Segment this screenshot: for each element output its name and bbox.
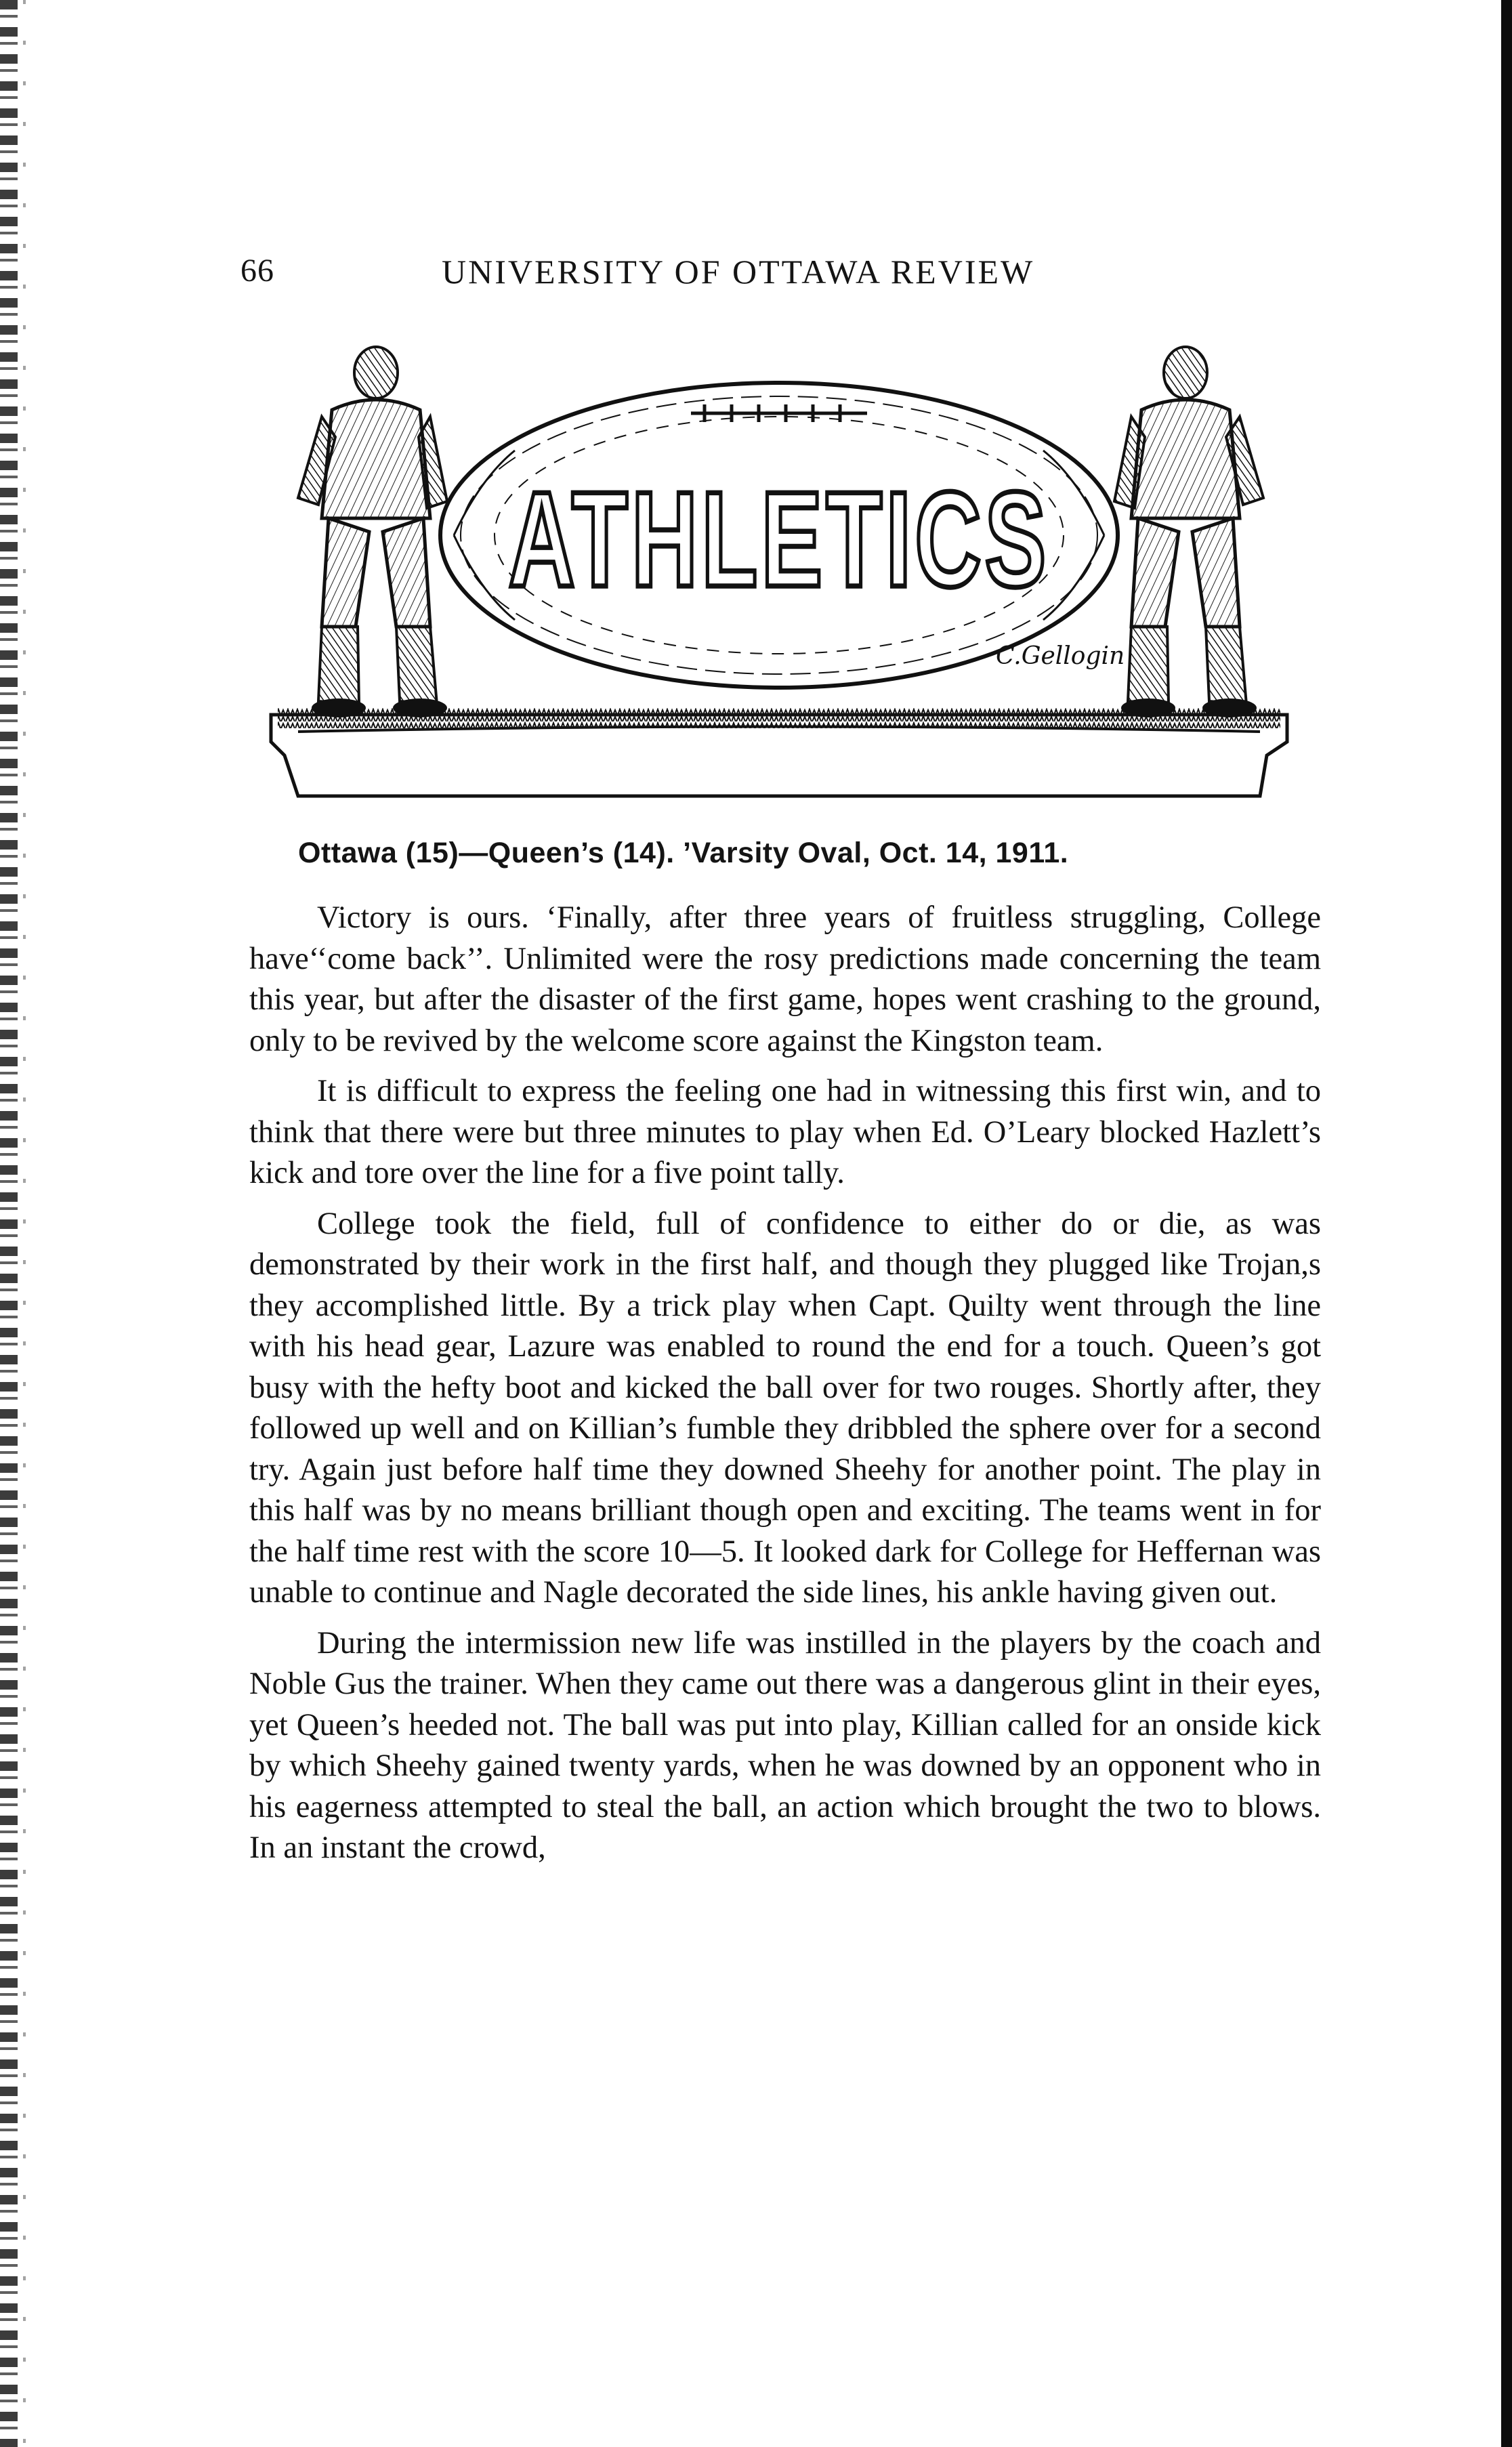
paragraph: It is difficult to express the feeling one had in witnessing this first win, and to think that there were but three minutes to play when Ed. O’Leary blocked Hazlett’s kick and tore over the line for a five point tally. bbox=[249, 1074, 1321, 1190]
paragraph: During the intermission new life was instilled in the players by the coach and Noble Gus the trainer. When they came out there was a dangerous glint in their eyes, yet Queen’s heeded not. The ball was put into play, Killian called for an onside kick by which Sheehy gained twenty yards, when he was downed by an opponent who in his eagerness attempted to steal the ball, an action which brought the two to blows. In an instant the crowd, bbox=[249, 1625, 1321, 1865]
page-number: 66 bbox=[240, 253, 274, 289]
article-title: Ottawa (15)—Queen’s (14). ’Varsity Oval, Oct. 14, 1911. bbox=[298, 837, 1069, 869]
page-header bbox=[240, 252, 1297, 299]
paragraph: College took the field, full of confidence to either do or die, as was demonstrated by their work in the first half, and though they plugged like Trojan,s they accomplished little. By a trick play when Capt. Quilty went through the line with his head gear, Lazure was enabled to round the end for a touch. Queen’s got busy with the hefty boot and kicked the ball over for two rouges. Shortly after, they followed up well and on Killian’s fumble they dribbled the sphere over for a second try. Again just before half time they downed Sheehy for another point. The play in this half was by no means brilliant though open and exciting. The teams went in for the half time rest with the score 10—5. It looked dark for College for Heffernan was unable to continue and Nagle decorated the side lines, his ankle having given out. bbox=[249, 1206, 1321, 1610]
scan-edge-artifact bbox=[23, 0, 26, 2447]
article-body bbox=[249, 898, 1321, 1879]
running-title: UNIVERSITY OF OTTAWA REVIEW bbox=[442, 253, 1035, 291]
banner-base bbox=[271, 708, 1287, 796]
athletics-heading: ATHLETICS bbox=[508, 463, 1050, 616]
scan-edge-left bbox=[0, 0, 18, 2447]
left-football-player-figure bbox=[298, 347, 447, 717]
paragraph: Victory is ours. ‘Finally, after three years of fruitless struggling, College have‘‘come back’’. Unlimited were the rosy predictions made concerning the team this year, but after the disaster of the first game, hopes went crashing to the ground, only to be revived by the welcome score against the Kingston team. bbox=[249, 900, 1321, 1058]
athletics-banner-illustration bbox=[257, 342, 1301, 810]
scan-edge-right bbox=[1501, 0, 1512, 2447]
right-football-player-figure bbox=[1114, 347, 1263, 717]
artist-signature: C.Gellogin bbox=[996, 642, 1125, 670]
